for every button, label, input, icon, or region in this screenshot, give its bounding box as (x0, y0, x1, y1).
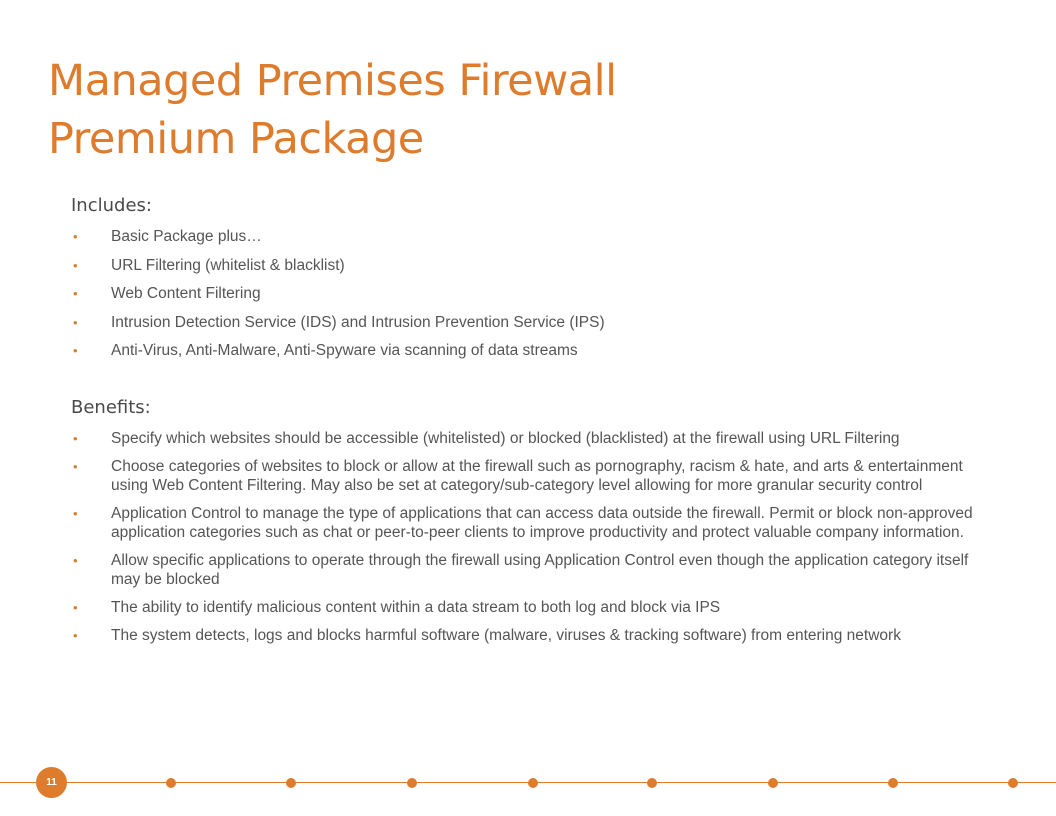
list-item-text: URL Filtering (whitelist & blacklist) (111, 256, 345, 274)
list-item (71, 457, 991, 495)
bullet-icon: • (73, 600, 78, 615)
list-item (71, 598, 991, 617)
list-item-text: Anti-Virus, Anti-Malware, Anti-Spyware via scanning of data streams (111, 342, 578, 359)
timeline-dot-icon (286, 778, 296, 788)
timeline-dot-icon (768, 778, 778, 788)
bullet-icon: • (73, 314, 78, 330)
list-item (71, 626, 991, 645)
benefits-list (71, 429, 991, 654)
slide-title-line-1: Managed Premises Firewall (48, 56, 617, 106)
list-item (71, 284, 991, 303)
timeline-dot-icon (528, 778, 538, 788)
bullet-icon: • (73, 553, 78, 568)
slide-title-line-2: Premium Package (48, 114, 424, 164)
list-item (71, 227, 991, 246)
bullet-icon: • (73, 506, 78, 521)
list-item-text: The ability to identify malicious content within a data stream to both log and block via IPS (111, 599, 721, 616)
slide-title (48, 52, 617, 168)
list-item (71, 313, 991, 332)
includes-list (71, 227, 991, 370)
list-item (71, 341, 991, 360)
list-item-text: Web Content Filtering (111, 285, 261, 302)
bullet-icon: • (73, 459, 78, 474)
includes-heading: Includes: (71, 195, 152, 216)
bullet-icon: • (73, 257, 78, 273)
timeline-dot-icon (647, 778, 657, 788)
timeline-dot-icon (1008, 778, 1018, 788)
list-item-text: Basic Package plus… (111, 228, 262, 245)
bullet-icon: • (73, 286, 78, 301)
bullet-icon: • (73, 431, 78, 446)
bullet-icon: • (73, 229, 78, 244)
list-item-text: Allow specific applications to operate through the firewall using Application Control even though the application category itself may be blocked (111, 552, 969, 588)
list-item (71, 504, 991, 542)
list-item-text: Application Control to manage the type of applications that can access data outside the firewall. Permit or block non-approved application categories such as chat or peer-to-peer clients to improve productivity and protect valuable company information. (111, 505, 973, 541)
timeline-dot-icon (888, 778, 898, 788)
list-item-text: Intrusion Detection Service (IDS) and Intrusion Prevention Service (IPS) (111, 313, 605, 331)
list-item (71, 551, 991, 589)
benefits-heading: Benefits: (71, 397, 151, 418)
page-number-badge: 11 (36, 767, 67, 798)
list-item (71, 256, 991, 275)
bullet-icon: • (73, 343, 78, 358)
timeline-dot-icon (166, 778, 176, 788)
bullet-icon: • (73, 628, 78, 643)
list-item (71, 429, 991, 448)
timeline-dot-icon (407, 778, 417, 788)
list-item-text: The system detects, logs and blocks harmful software (malware, viruses & tracking software) from entering network (111, 627, 901, 644)
list-item-text: Specify which websites should be accessible (whitelisted) or blocked (blacklisted) at the firewall using URL Filtering (111, 430, 900, 447)
list-item-text: Choose categories of websites to block or allow at the firewall such as pornography, racism & hate, and arts & entertainment using Web Content Filtering. May also be set at category/sub-category level allowing for more granular security control (111, 458, 963, 494)
